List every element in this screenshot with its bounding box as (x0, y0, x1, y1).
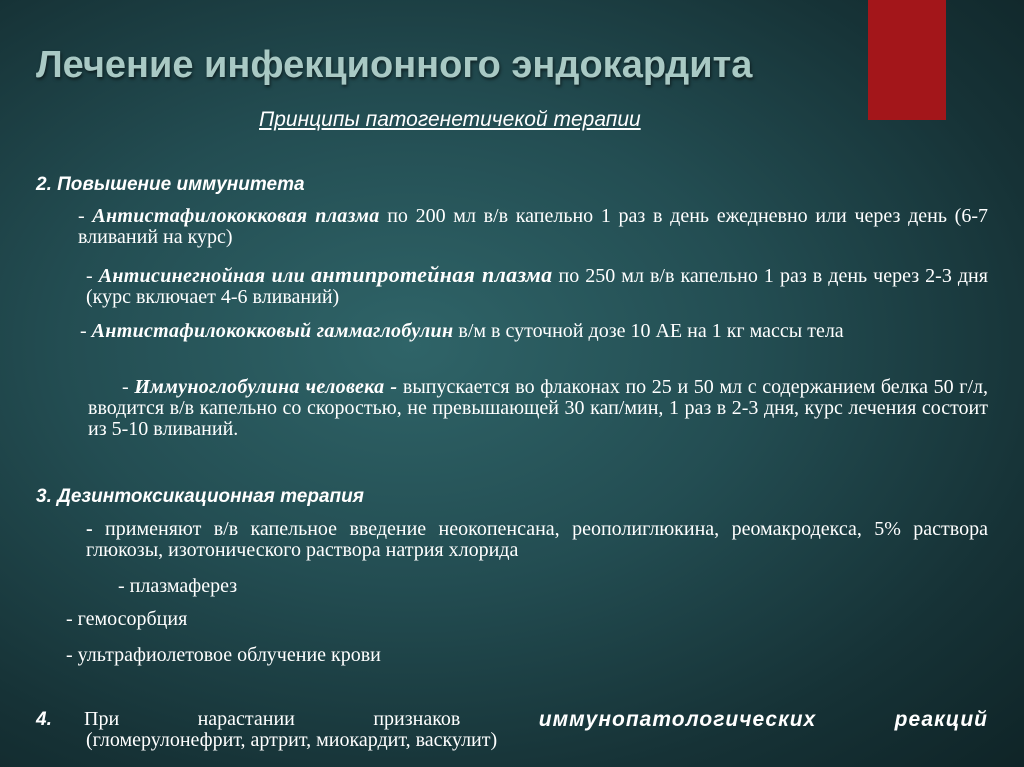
item-text: в/м в суточной дозе 10 АЕ на 1 кг массы тела (453, 320, 844, 342)
item-text: выпускается во флаконах по 25 и 50 мл с содержанием белка 50 г/л, вводится в/в капельно со скоростью, не превышающей 30 кап/мин, 1 раз в 2-3 дня, курс лечения состоит из 5-10 вливаний. (88, 376, 988, 440)
item-text: При (84, 708, 120, 730)
item-text: признаков (373, 708, 461, 730)
item-dash: - (78, 205, 93, 227)
list-item (80, 321, 988, 342)
item-dash: - (80, 320, 92, 342)
item-dash: - (86, 265, 99, 287)
item-text: по 250 мл в/в капельно 1 раз в день через 2-3 дня (курс включает 4-6 вливаний) (86, 265, 988, 308)
item-term: реакций (894, 708, 988, 731)
item-term: Антистафилококковый гаммаглобулин (91, 320, 454, 342)
list-item (88, 377, 988, 440)
slide-title: Лечение инфекционного эндокардита (36, 44, 753, 86)
item-term: Антисинегнойная или (98, 265, 306, 287)
item-dash: - (86, 518, 106, 540)
accent-bar (868, 0, 946, 120)
list-item (86, 264, 988, 308)
list-item (78, 206, 988, 248)
item-dash: - (122, 376, 135, 398)
section-3-heading: 3. Дезинтоксикационная терапия (36, 486, 364, 507)
section-2-heading: 2. Повышение иммунитета (36, 174, 305, 195)
item-text: по 200 мл в/в капельно 1 раз в день ежедневно или через день (6-7 вливаний на курс) (78, 205, 988, 248)
slide-subtitle: Принципы патогенетичекой терапии (259, 108, 641, 131)
item-term: Иммуноглобулина человека - (134, 376, 398, 398)
section-4-number: 4. (36, 709, 52, 730)
list-item: - ультрафиолетовое облучение крови (66, 644, 381, 666)
item-text: нарастании (197, 708, 295, 730)
list-item: - плазмаферез (118, 575, 238, 597)
item-term: иммунопатологических (538, 708, 817, 731)
item-term-large: антипротейная плазма (311, 262, 553, 287)
item-term: Антистафилококковая плазма (92, 205, 380, 227)
list-item (86, 519, 988, 561)
section-4-item (36, 709, 988, 751)
item-text: (гломерулонефрит, артрит, миокардит, васкулит) (86, 729, 498, 751)
list-item: - гемосорбция (66, 608, 188, 630)
item-text: применяют в/в капельное введение неокопенсана, реополиглюкина, реомакродекса, 5% раствора глюкозы, изотонического раствора натрия хлорида (86, 518, 988, 561)
